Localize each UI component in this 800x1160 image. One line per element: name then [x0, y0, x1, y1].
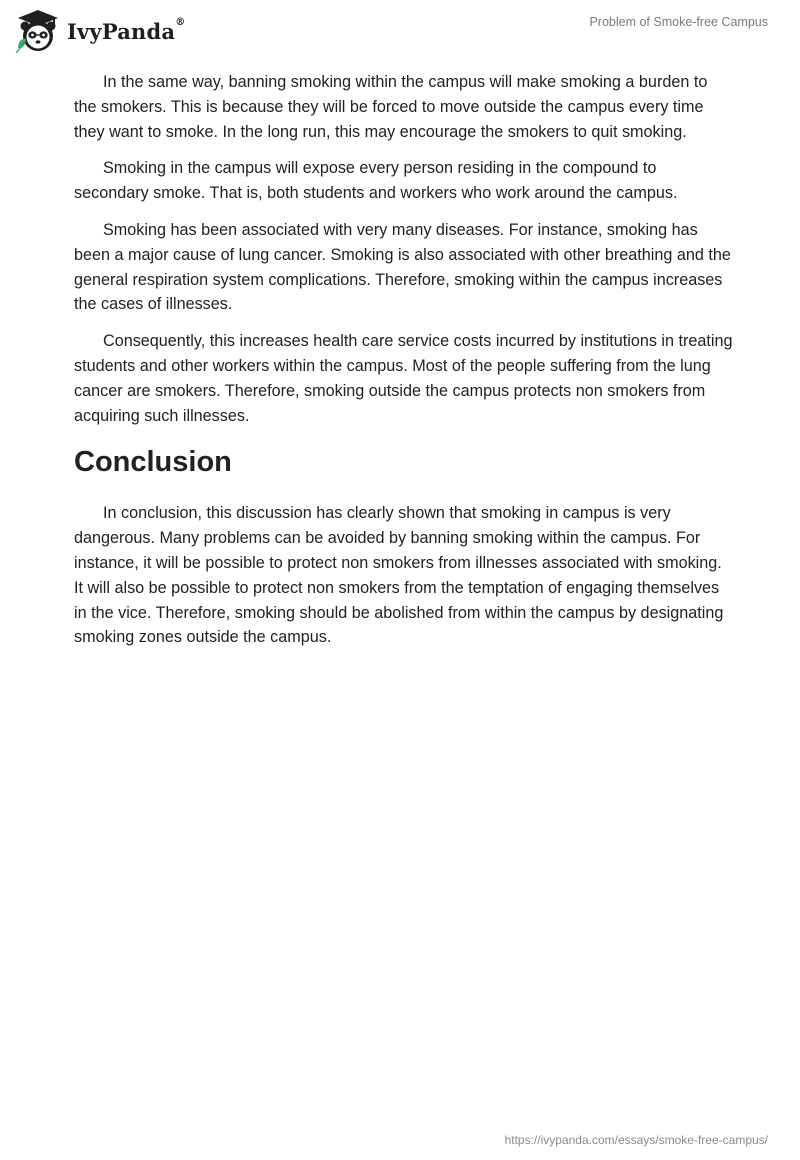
ivypanda-logo[interactable]	[14, 8, 185, 54]
body-paragraph: Smoking in the campus will expose every person residing in the compound to secondary smoke. That is, both students and workers who work around the campus.	[74, 159, 678, 203]
conclusion-heading: Conclusion	[74, 446, 232, 479]
body-paragraph: Smoking has been associated with very many diseases. For instance, smoking has been a major cause of lung cancer. Smoking is also associated with other breathing and the general respiration system complications. Therefore, smoking within the campus increases the cases of illnesses.	[74, 220, 731, 314]
body-paragraph: Consequently, this increases health care service costs incurred by institutions in treating students and other workers within the campus. Most of the people suffering from the lung cancer are smokers. Therefore, smoking outside the campus protects non smokers from acquiring such illnesses.	[74, 332, 733, 425]
conclusion-paragraph: In conclusion, this discussion has clearly shown that smoking in campus is very dangerous. Many problems can be avoided by banning smoking within the campus. For instance, it will be possible to protect non smokers from illnesses associated with smoking. It will also be possible to protect non smokers from the temptation of engaging themselves in the vice. Therefore, smoking should be abolished from within the campus by designating smoking zones outside the campus.	[74, 504, 724, 647]
essay-body	[74, 70, 734, 662]
brand-name: IvyPanda®	[67, 16, 186, 44]
page-header	[0, 0, 800, 70]
panda-graduate-icon	[14, 8, 62, 54]
running-title: Problem of Smoke-free Campus	[589, 15, 768, 29]
body-paragraph: In the same way, banning smoking within the campus will make smoking a burden to the smokers. This is because they will be forced to move outside the campus every time they want to smoke. In the long run, this may encourage the smokers to quit smoking.	[74, 73, 708, 141]
source-url-link[interactable]: https://ivypanda.com/essays/smoke-free-campus/	[504, 1133, 768, 1147]
